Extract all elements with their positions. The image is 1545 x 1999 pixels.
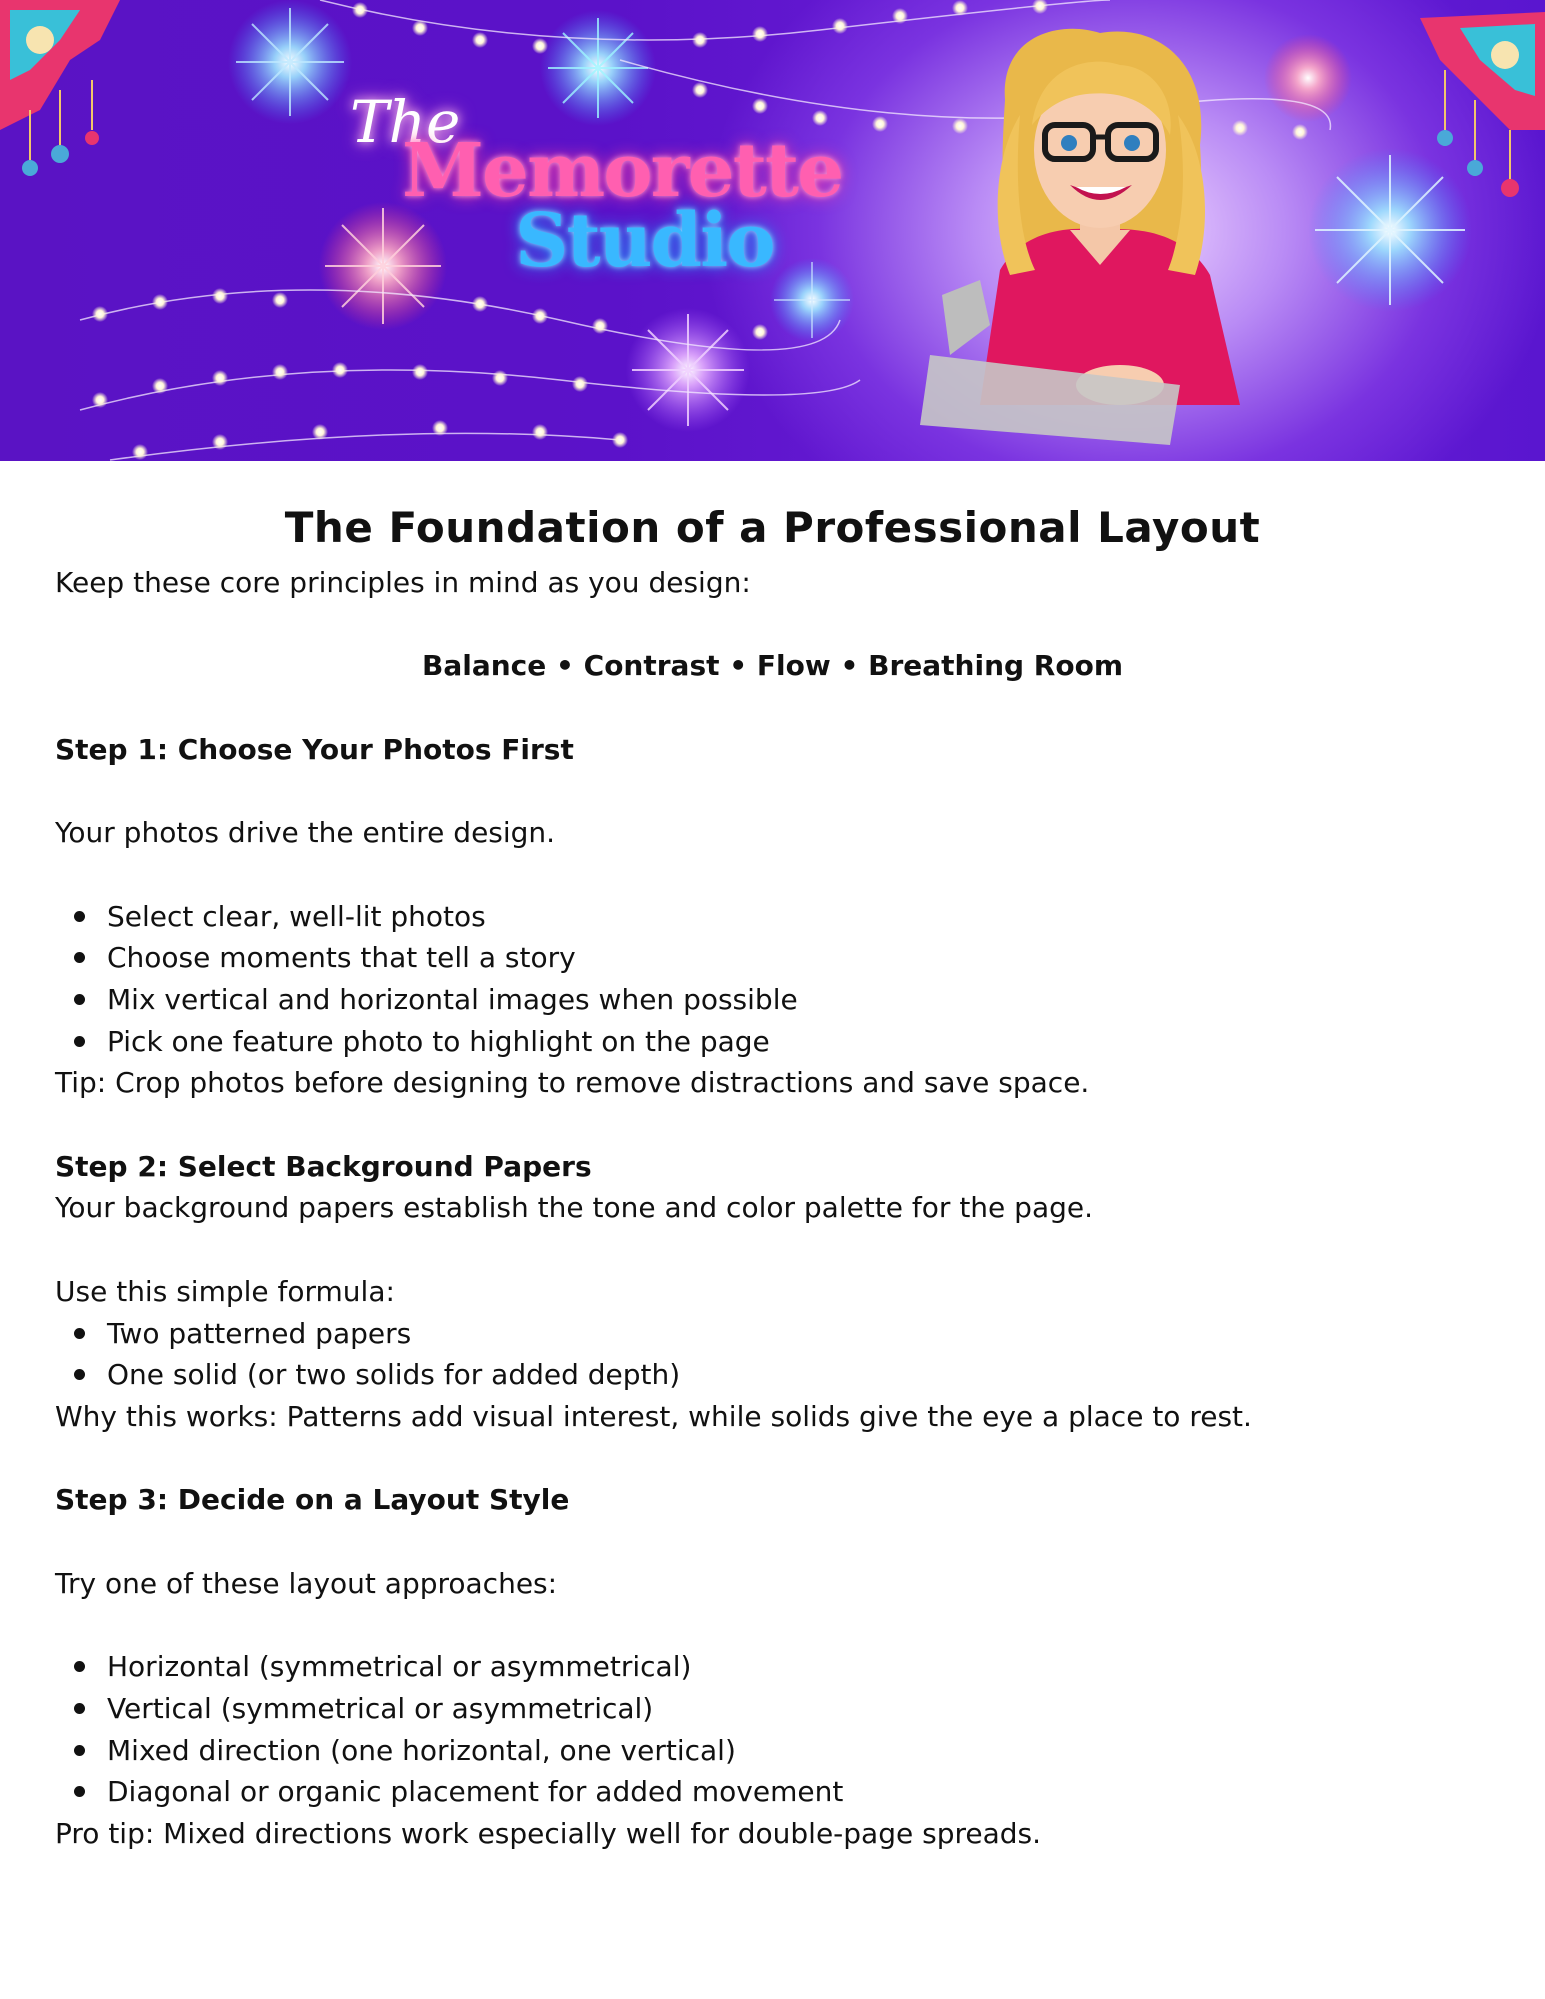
bullet-dot (74, 1369, 85, 1380)
step2-why: Why this works: Patterns add visual interest, while solids give the eye a place to rest. (55, 1399, 1252, 1433)
list-item: Mixed direction (one horizontal, one vertical) (107, 1730, 1495, 1772)
avatar-illustration (920, 25, 1280, 461)
corner-ornament-left (0, 0, 120, 176)
bullet-dot (74, 1703, 85, 1714)
step1-list (55, 896, 1495, 1063)
firework-violet (626, 308, 750, 432)
article-body (55, 500, 1495, 1855)
logo-studio-text: Studio (515, 198, 774, 284)
list-item: Diagonal or organic placement for added movement (107, 1771, 1495, 1813)
header-banner (0, 0, 1545, 461)
bullet-dot (74, 1036, 85, 1047)
list-item: Two patterned papers (107, 1313, 1495, 1355)
bullet-dot (74, 1661, 85, 1672)
bullet-dot (74, 952, 85, 963)
firework-blue-3 (1308, 148, 1472, 312)
list-item: One solid (or two solids for added depth) (107, 1354, 1495, 1396)
step2-title: Step 2: Select Background Papers (55, 1149, 592, 1183)
bullet-dot (74, 1328, 85, 1339)
logo-memorette-text: Memorette (402, 128, 843, 214)
step1-text: Your photos drive the entire design. (55, 816, 556, 850)
page-title: The Foundation of a Professional Layout (284, 503, 1261, 552)
principles-line: Balance • Contrast • Flow • Breathing Room (422, 649, 1123, 683)
intro-text: Keep these core principles in mind as you design: (55, 566, 751, 599)
step3-title: Step 3: Decide on a Layout Style (55, 1483, 570, 1517)
logo-the-text: The (350, 88, 461, 156)
bullet-dot (74, 994, 85, 1005)
step3-text: Try one of these layout approaches: (55, 1566, 558, 1600)
step2-list (55, 1313, 1495, 1396)
list-item: Select clear, well-lit photos (107, 896, 1495, 938)
step2-formula-intro: Use this simple formula: (55, 1274, 395, 1308)
step2-text: Your background papers establish the tone and color palette for the page. (55, 1191, 1093, 1225)
list-item: Choose moments that tell a story (107, 937, 1495, 979)
bullet-dot (74, 1786, 85, 1797)
step3-list (55, 1646, 1495, 1813)
step1-tip: Tip: Crop photos before designing to remove distractions and save space. (55, 1066, 1090, 1100)
firework-blue-1 (228, 0, 352, 124)
step1-title: Step 1: Choose Your Photos First (55, 732, 574, 766)
list-item: Mix vertical and horizontal images when possible (107, 979, 1495, 1021)
bullet-dot (74, 1745, 85, 1756)
bullet-dot (74, 911, 85, 922)
list-item: Horizontal (symmetrical or asymmetrical) (107, 1646, 1495, 1688)
brand-logo (350, 88, 843, 288)
list-item: Vertical (symmetrical or asymmetrical) (107, 1688, 1495, 1730)
step3-tip: Pro tip: Mixed directions work especially well for double-page spreads. (55, 1816, 1042, 1850)
list-item: Pick one feature photo to highlight on the page (107, 1021, 1495, 1063)
